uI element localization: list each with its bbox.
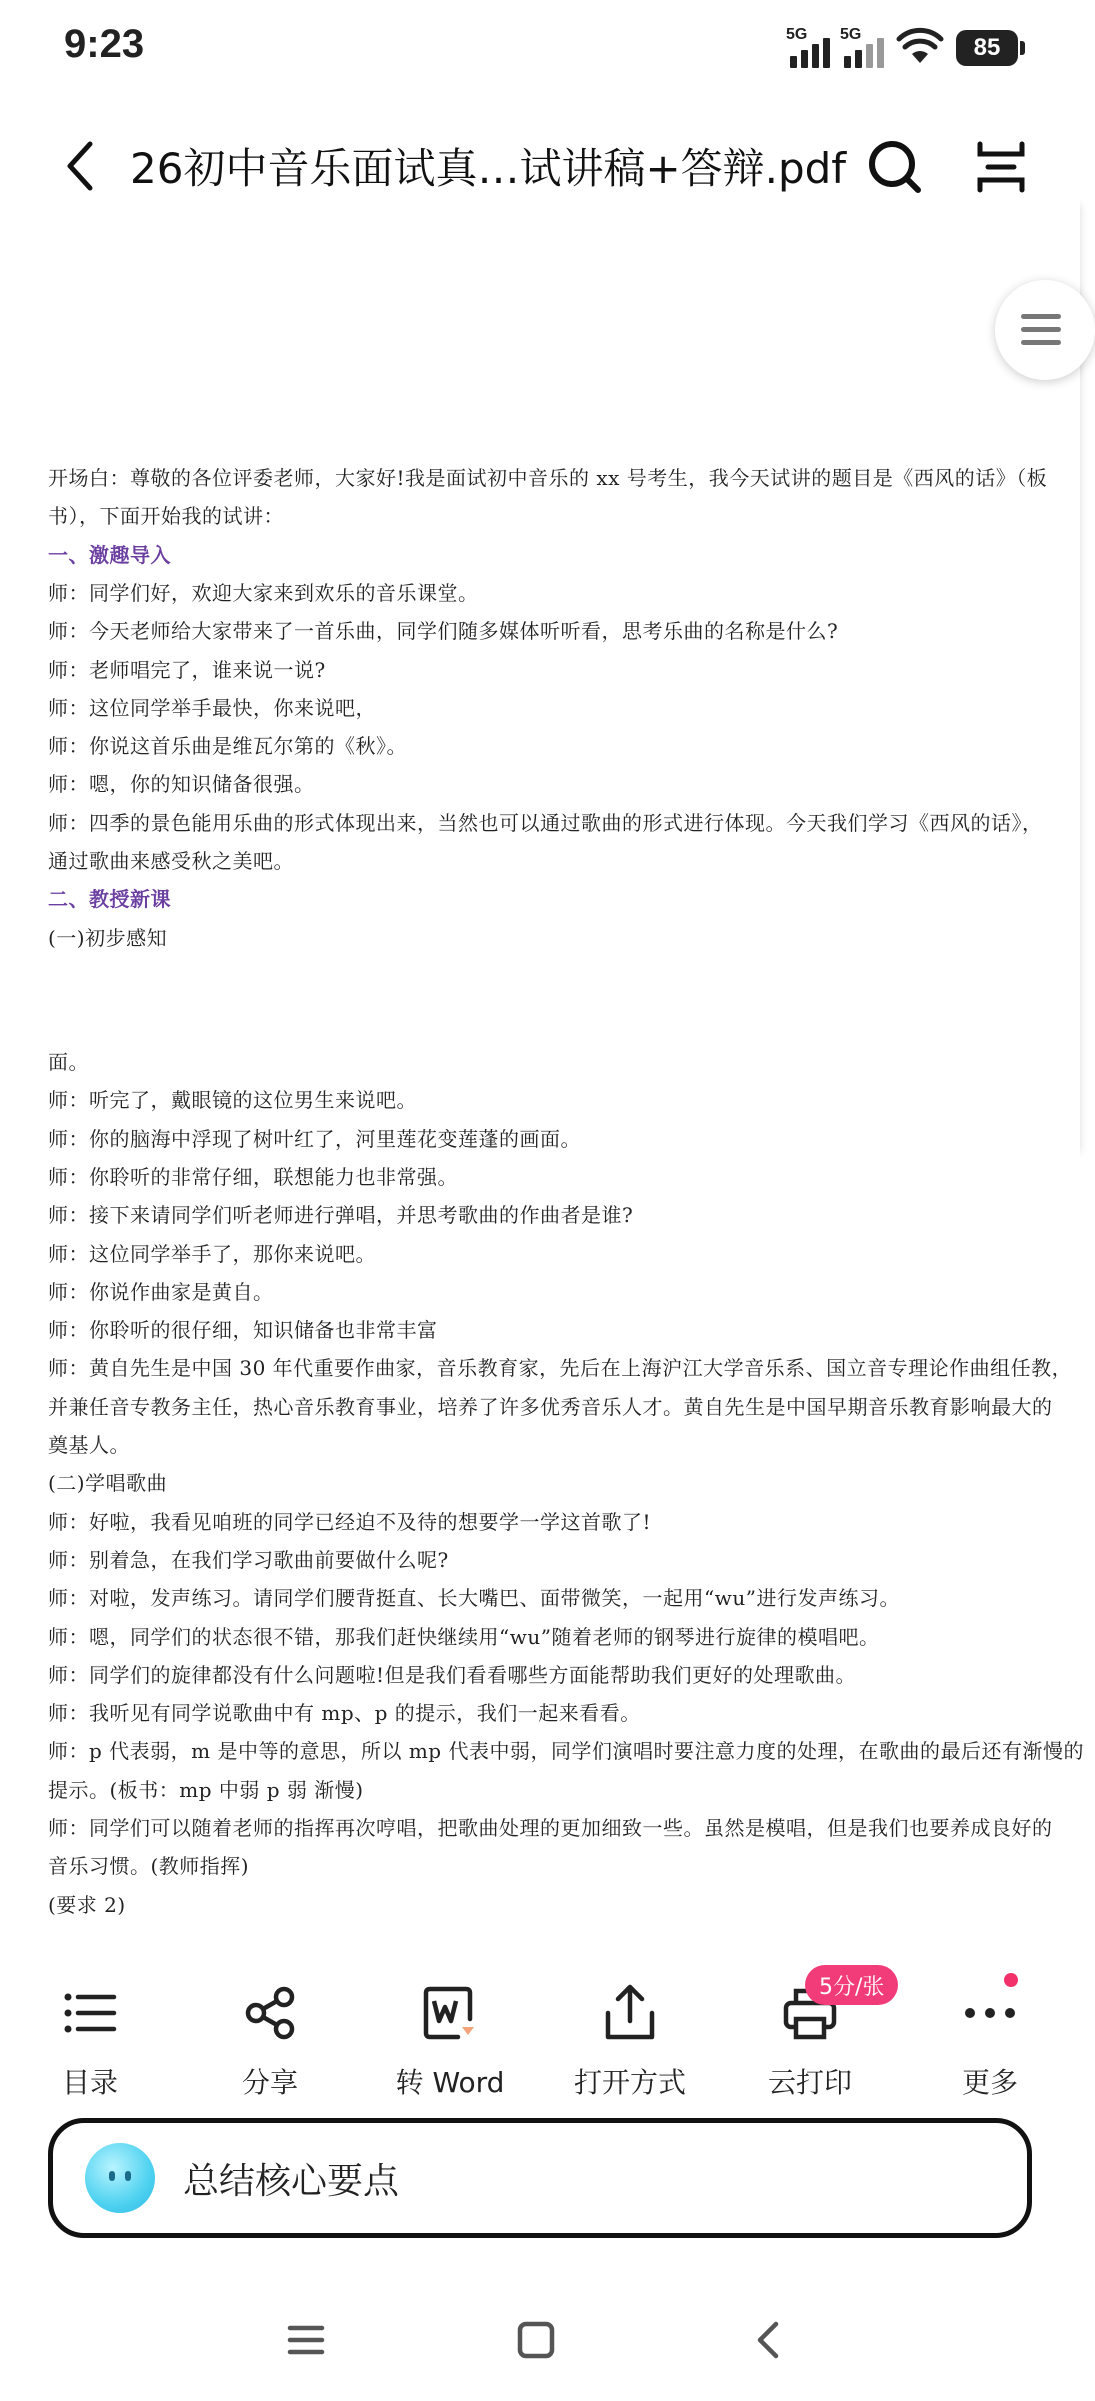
toolbar-label: 更多 — [961, 2066, 1018, 2099]
document-text-line: 师：今天老师给大家带来了一首乐曲，同学们随多媒体听听看，思考乐曲的名称是什么? — [48, 619, 839, 644]
system-back-button[interactable] — [740, 2310, 800, 2370]
document-text-line: 书），下面开始我的试讲： — [48, 504, 284, 529]
document-text-line: 师：你说作曲家是黄自。 — [48, 1279, 274, 1304]
document-text-line: 师：这位同学举手最快，你来说吧， — [48, 695, 376, 720]
document-text-line: 师：你的脑海中浮现了树叶红了，河里莲花变莲蓬的画面。 — [48, 1126, 581, 1151]
document-text-line: 师：你说这首乐曲是维瓦尔第的《秋》。 — [48, 734, 407, 759]
document-text-line: 师：你聆听的很仔细，知识储备也非常丰富 — [48, 1318, 438, 1343]
document-text-line: 奠基人。 — [48, 1433, 130, 1457]
document-title: 26初中音乐面试真…试讲稿+答辩.pdf — [130, 144, 847, 193]
toolbar-item-contents[interactable] — [0, 1955, 180, 2105]
document-text-line: 开场白：尊敬的各位评委老师，大家好!我是面试初中音乐的 xx 号考生，我今天试讲的题目是《西风的话》（板 — [48, 466, 1048, 490]
document-text-line: 师：这位同学举手了，那你来说吧。 — [48, 1241, 376, 1266]
search-icon — [862, 134, 928, 200]
toolbar-label: 目录 — [61, 2066, 118, 2099]
document-text-line: 并兼任音专教务主任，热心音乐教育事业，培养了许多优秀音乐人才。黄自先生是中国早期音乐教育影响最大的 — [48, 1394, 1053, 1419]
document-text-line: 师：嗯，同学们的状态很不错，那我们赶快继续用“wu”随着老师的钢琴进行旋律的模唱吧。 — [48, 1624, 880, 1649]
section-heading: 一、激趣导入 — [48, 542, 171, 567]
home-button[interactable] — [506, 2310, 566, 2370]
document-text-line: (一)初步感知 — [48, 925, 168, 950]
menu-icon — [1021, 314, 1061, 353]
document-text-line: 通过歌曲来感受秋之美吧。 — [48, 849, 294, 873]
open-with-icon — [594, 1977, 666, 2049]
status-icons — [786, 26, 1018, 70]
toolbar-label: 转 Word — [395, 2066, 505, 2099]
recent-apps-button[interactable] — [276, 2310, 336, 2370]
network-type-label: 5G — [786, 26, 808, 43]
document-text-line: 师：黄自先生是中国 30 年代重要作曲家，音乐教育家，先后在上海沪江大学音乐系、国立音专理论作曲组任教， — [48, 1356, 1073, 1381]
document-text-line: 师：我听见有同学说歌曲中有 mp、p 的提示，我们一起来看看。 — [48, 1701, 641, 1726]
toolbar-label: 打开方式 — [573, 2066, 686, 2099]
ai-summary-button[interactable] — [48, 2118, 1032, 2238]
document-text-line: 师：p 代表弱，m 是中等的意思，所以 mp 代表中弱，同学们演唱时要注意力度的处理，在歌曲的最后还有渐慢的 — [48, 1739, 1084, 1764]
signal-icon-2 — [840, 26, 884, 68]
word-convert-icon — [414, 1977, 486, 2049]
document-viewer[interactable] — [0, 220, 1084, 1955]
home-icon — [506, 2310, 566, 2370]
menu-icon — [276, 2310, 336, 2370]
app-header — [0, 110, 1080, 220]
document-text-line: 师：好啦，我看见咱班的同学已经迫不及待的想要学一学这首歌了! — [48, 1509, 652, 1534]
back-icon — [50, 130, 120, 200]
document-text-line: 音乐习惯。(教师指挥) — [48, 1854, 250, 1879]
more-icon — [954, 1977, 1026, 2049]
document-text-line: (要求 2) — [48, 1892, 126, 1917]
share-icon — [234, 1977, 306, 2049]
ai-summary-label: 总结核心要点 — [183, 2160, 400, 2202]
reading-mode-button[interactable] — [968, 134, 1034, 200]
document-text-line: 师：你聆听的非常仔细，联想能力也非常强。 — [48, 1164, 458, 1189]
reading-mode-icon — [968, 134, 1034, 200]
list-icon — [54, 1977, 126, 2049]
status-time: 9:23 — [64, 22, 145, 66]
floating-menu-button[interactable] — [995, 280, 1095, 380]
document-text-line: 师：四季的景色能用乐曲的形式体现出来，当然也可以通过歌曲的形式进行体现。今天我们学习《西风的话》， — [48, 810, 1043, 835]
notification-dot — [1004, 1973, 1018, 1987]
toolbar-label: 分享 — [241, 2066, 298, 2099]
toolbar-item-share[interactable] — [180, 1955, 360, 2105]
document-text-line: 师：同学们好，欢迎大家来到欢乐的音乐课堂。 — [48, 580, 479, 605]
battery-indicator: 85 — [956, 30, 1018, 66]
wifi-icon — [898, 30, 942, 66]
toolbar-item-more[interactable] — [900, 1955, 1080, 2105]
document-text-line: 师：同学们的旋律都没有什么问题啦!但是我们看看哪些方面能帮助我们更好的处理歌曲。 — [48, 1662, 857, 1687]
toolbar-item-to-word[interactable] — [360, 1955, 540, 2105]
toolbar-item-open-with[interactable] — [540, 1955, 720, 2105]
print-price-badge: 5分/张 — [805, 1965, 898, 2005]
document-text-line: 提示。(板书：mp 中弱 p 弱 渐慢) — [48, 1777, 364, 1802]
document-text-line: 面。 — [48, 1050, 89, 1074]
document-text-line: 师：接下来请同学们听老师进行弹唱，并思考歌曲的作曲者是谁? — [48, 1203, 634, 1228]
network-type-label-2: 5G — [840, 26, 862, 43]
document-text-line: 师：别着急，在我们学习歌曲前要做什么呢? — [48, 1547, 449, 1572]
back-button[interactable] — [50, 130, 120, 200]
document-text-line: 师：同学们可以随着老师的指挥再次哼唱，把歌曲处理的更加细致一些。虽然是模唱，但是我们也要养成良好的 — [48, 1816, 1053, 1840]
section-heading: 二、教授新课 — [48, 887, 171, 912]
system-nav-bar — [0, 2290, 1080, 2401]
back-icon — [740, 2310, 800, 2370]
pdf-page-6 — [0, 960, 1084, 2060]
status-bar — [0, 0, 1080, 100]
document-text-line: (二)学唱歌曲 — [48, 1471, 168, 1496]
signal-icon — [786, 26, 830, 68]
bottom-toolbar — [0, 1955, 1080, 2105]
document-text-line: 师：听完了，戴眼镜的这位男生来说吧。 — [48, 1088, 417, 1113]
search-button[interactable] — [862, 134, 928, 200]
document-text-line: 师：嗯，你的知识储备很强。 — [48, 772, 315, 797]
document-text-line: 师：老师唱完了，谁来说一说? — [48, 657, 326, 682]
document-text-line: 师：对啦，发声练习。请同学们腰背挺直、长大嘴巴、面带微笑，一起用“wu”进行发声练习。 — [48, 1586, 900, 1611]
toolbar-label: 云打印 — [767, 2066, 852, 2099]
ai-assistant-icon — [85, 2143, 155, 2213]
